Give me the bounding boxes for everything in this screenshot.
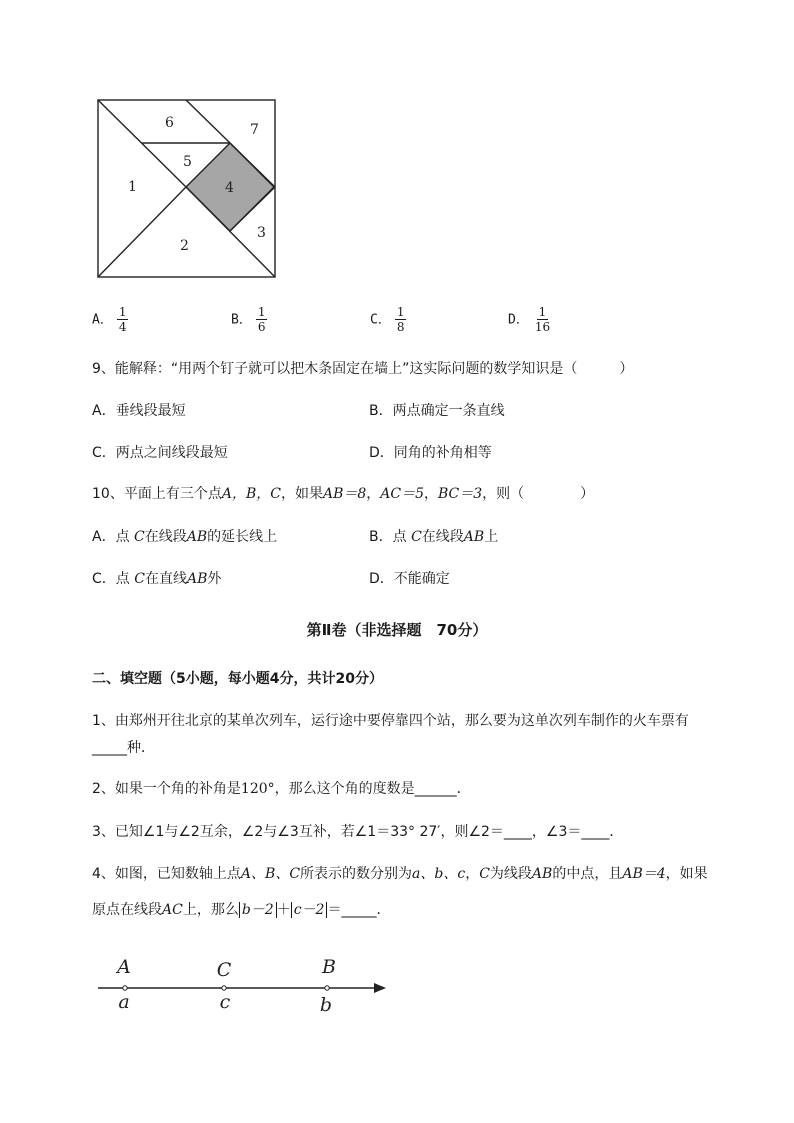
label-A: A xyxy=(117,956,131,978)
tangram-label-5: 5 xyxy=(183,154,192,170)
fill3: 3、已知∠1与∠2互余，∠2与∠3互补，若∠1＝33° 27′，则∠2＝____，∠3＝____． xyxy=(92,824,624,840)
q10-option-a: A．点 C在线段AB的延长线上 xyxy=(92,529,278,545)
abs-value-2: c－2 xyxy=(291,902,328,918)
fill1-line1: 1、由郑州开往北京的某单次列车，运行途中要停靠四个站，那么要为这单次列车制作的火车票有 xyxy=(92,713,689,729)
abs-value-1: b－2 xyxy=(239,902,277,918)
q9-option-b: B．两点确定一条直线 xyxy=(369,403,505,419)
q8-option-b: B． $\frac{1}{6}$ xyxy=(231,305,266,334)
part2-title: 第Ⅱ卷（非选择题 70分） xyxy=(306,621,488,639)
label-a: a xyxy=(118,991,130,1013)
tangram-label-6: 6 xyxy=(165,115,174,131)
tangram-label-2: 2 xyxy=(180,238,189,254)
tangram-label-4: 4 xyxy=(225,180,234,196)
q9-option-a: A．垂线段最短 xyxy=(92,403,186,419)
q10-option-d: D．不能确定 xyxy=(369,571,450,587)
section2-heading: 二、填空题（5小题，每小题4分，共计20分） xyxy=(92,671,383,687)
label-B: B xyxy=(322,956,336,978)
q10-option-b: B．点 C在线段AB上 xyxy=(369,529,499,545)
fill4-line2: 原点在线段AC上，那么 b－2 ＋ c－2 ＝_____． xyxy=(92,902,391,918)
label-C: C xyxy=(216,959,232,981)
label-c: c xyxy=(219,991,231,1013)
point-c xyxy=(222,986,226,990)
tangram-label-1: 1 xyxy=(128,179,137,195)
q8-option-c: C． $\frac{1}{8}$ xyxy=(370,305,405,334)
fill4-line1: 4、如图，已知数轴上点A、B、C所表示的数分别为a、b、c，C为线段AB的中点，且AB＝4，如果 xyxy=(92,866,708,882)
fill2: 2、如果一个角的补角是120°，那么这个角的度数是______． xyxy=(92,781,471,797)
tangram-label-7: 7 xyxy=(250,122,259,138)
q8-option-d: D． $\frac{1}{16}$ xyxy=(508,305,551,334)
q9-option-c: C．两点之间线段最短 xyxy=(92,445,228,461)
tangram-label-3: 3 xyxy=(257,225,266,241)
point-b xyxy=(325,986,329,990)
arrow-right-icon xyxy=(374,983,386,993)
q10-option-c: C．点 C在直线AB外 xyxy=(92,571,222,587)
tangram-figure xyxy=(90,92,286,288)
q9-stem: 9、能解释：“用两个钉子就可以把木条固定在墙上”这实际问题的数学知识是（ ） xyxy=(92,361,634,377)
label-b: b xyxy=(319,994,333,1016)
fill1-line2: _____种． xyxy=(92,740,155,756)
q10-stem: 10、平面上有三个点A，B，C，如果AB＝8，AC＝5，BC＝3，则（ ） xyxy=(92,486,595,502)
point-a xyxy=(123,986,127,990)
number-line-figure xyxy=(90,950,390,1020)
q8-option-a: A． $\frac{1}{4}$ xyxy=(92,305,127,334)
q9-option-d: D．同角的补角相等 xyxy=(369,445,492,461)
